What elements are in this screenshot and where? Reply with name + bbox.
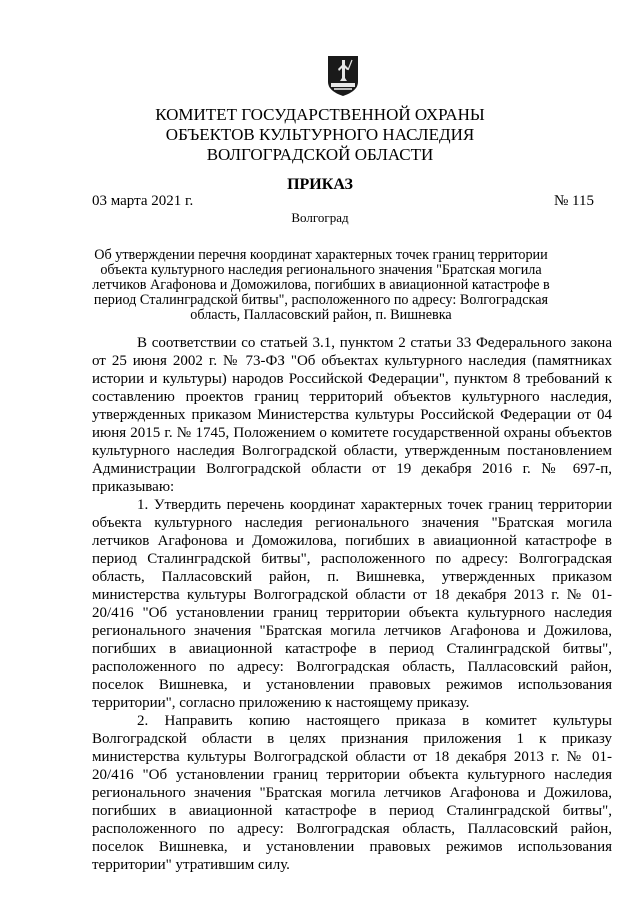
item-1-paragraph: 1. Утвердить перечень координат характерных точек границ территории объекта культурного наследия регионального значения "Братская могила летчиков Агафонова и Доможилова, погибших в авиационной катастрофе в период Сталинградской битвы", расположенного по адресу: Волгоградская область, Палласовский район, п. Вишневка, утвержденных приказом министерства культуры Волгоградской области от 18 декабря 2013 г. № 01-20/416 "Об установлении границ территории объекта культурного наследия регионального значения "Братская могила летчиков Агафонова и Дожилова, погибших в авиационной катастрофе в период Сталинградской битвы", расположенного по адресу: Волгоградская область, Палласовский район, поселок Вишневка, и установлении правовых режимов использования территории", согласно приложению к настоящему приказу. [92, 497, 612, 711]
coat-of-arms-icon [328, 56, 358, 96]
document-date: 03 марта 2021 г. [92, 193, 194, 209]
document-city: Волгоград [291, 210, 349, 225]
item-2-paragraph: 2. Направить копию настоящего приказа в комитет культуры Волгоградской области в целях признания приложения 1 к приказу министерства культуры Волгоградской области от 18 декабря 2013 г. № 01-20/416 "Об установлении границ территории объекта культурного наследия регионального значения "Братская могила летчиков Агафонова и Дожилова, погибших в авиационной катастрофе в период Сталинградской битвы", расположенного по адресу: Волгоградская область, Палласовский район, поселок Вишневка, и установлении правовых режимов использования территории" утратившим силу. [92, 713, 612, 873]
preamble-paragraph: В соответствии со статьей 3.1, пунктом 2 статьи 33 Федерального закона от 25 июня 2002 г. № 73-ФЗ "Об объектах культурного наследия (памятниках истории и культуры) народов Российской Федерации", пунктом 8 требований к составлению проектов границ территорий объектов культурного наследия, утвержденных приказом Министерства культуры Российской Федерации от 04 июня 2015 г. № 1745, Положением о комитете государственной охраны объектов культурного наследия Волгоградской области, утвержденным постановлением Администрации Волгоградской области от 19 декабря 2016 г. № 697-п, приказываю: [92, 335, 612, 495]
org-name-line-3: ВОЛГОГРАДСКОЙ ОБЛАСТИ [206, 145, 434, 164]
document-body [92, 334, 612, 874]
document-title: ПРИКАЗ [287, 176, 353, 193]
org-name-line-1: КОМИТЕТ ГОСУДАРСТВЕННОЙ ОХРАНЫ [155, 105, 485, 124]
document-number: № 115 [554, 193, 595, 209]
org-name-line-2: ОБЪЕКТОВ КУЛЬТУРНОГО НАСЛЕДИЯ [165, 125, 475, 144]
document-subject: Об утверждении перечня координат характерных точек границ территории объекта культурного наследия регионального значения "Братская могила летчиков Агафонова и Доможилова, погибших в авиационной катастрофе в период Сталинградской битвы", расположенного по адресу: Волгоградская область, Палласовский район, п. Вишневка [92, 247, 550, 323]
